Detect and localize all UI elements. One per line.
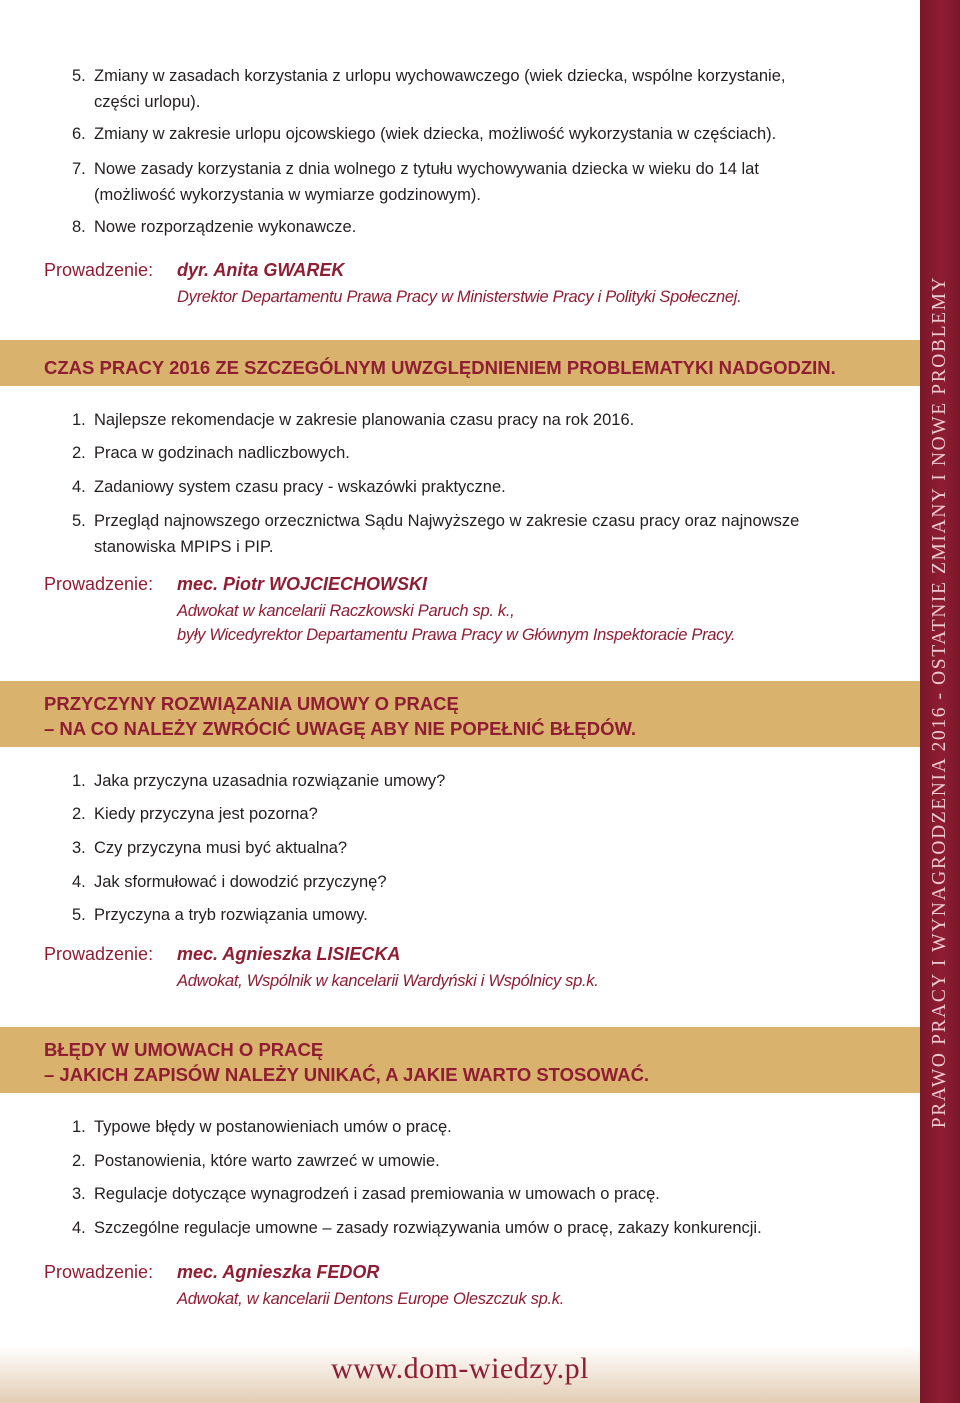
- section-subtitle: – NA CO NALEŻY ZWRÓCIĆ UWAGĘ ABY NIE POPEŁNIĆ BŁĘDÓW.: [44, 718, 637, 739]
- lecturer-description: Adwokat, Wspólnik w kancelarii Wardyński i Wspólnicy sp.k.: [177, 972, 599, 990]
- list-item: 7. Nowe zasady korzystania z dnia wolnego z tytułu wychowywania dziecka w wieku do 14 lat (możliwość wykorzystania w wymiarze godzinowym).: [72, 160, 759, 204]
- list-item: 8. Nowe rozporządzenie wykonawcze.: [72, 218, 357, 236]
- list-item: 1. Typowe błędy w postanowieniach umów o pracę.: [72, 1118, 452, 1136]
- list-item: 1. Jaka przyczyna uzasadnia rozwiązanie umowy?: [72, 772, 446, 790]
- lecturer-description: były Wicedyrektor Departamentu Prawa Pracy w Głównym Inspektoracie Pracy.: [177, 626, 736, 644]
- lecturer-name: mec. Agnieszka FEDOR: [177, 1262, 380, 1282]
- side-banner-text: PRAWO PRACY I WYNAGRODZENIA 2016 - OSTATNIE ZMIANY I NOWE PROBLEMY: [929, 275, 950, 1128]
- section-title: PRZYCZYNY ROZWIĄZANIA UMOWY O PRACĘ: [44, 693, 459, 714]
- list-item: 5. Zmiany w zasadach korzystania z urlopu wychowawczego (wiek dziecka, wspólne korzystanie, części urlopu).: [72, 67, 786, 111]
- list-item: 4. Jak sformułować i dowodzić przyczynę?: [72, 873, 387, 891]
- side-banner: [920, 0, 960, 1403]
- section-subtitle: – JAKICH ZAPISÓW NALEŻY UNIKAĆ, A JAKIE WARTO STOSOWAĆ.: [44, 1064, 650, 1085]
- lecturer-name: mec. Agnieszka LISIECKA: [177, 944, 401, 964]
- lecturer-name: mec. Piotr WOJCIECHOWSKI: [177, 574, 428, 594]
- list-item: 1. Najlepsze rekomendacje w zakresie planowania czasu pracy na rok 2016.: [72, 411, 635, 429]
- lecturer-description: Adwokat, w kancelarii Dentons Europe Oleszczuk sp.k.: [177, 1290, 564, 1308]
- lecturer-label: Prowadzenie:: [44, 944, 154, 964]
- list-item: 3. Regulacje dotyczące wynagrodzeń i zasad premiowania w umowach o pracę.: [72, 1185, 660, 1203]
- list-item: 2. Postanowienia, które warto zawrzeć w umowie.: [72, 1152, 440, 1170]
- section-title: CZAS PRACY 2016 ZE SZCZEGÓLNYM UWZGLĘDNIENIEM PROBLEMATYKI NADGODZIN.: [44, 357, 836, 378]
- lecturer-label: Prowadzenie:: [44, 574, 154, 594]
- list-item: 2. Kiedy przyczyna jest pozorna?: [72, 805, 318, 823]
- list-item: 5. Przegląd najnowszego orzecznictwa Sądu Najwyższego w zakresie czasu pracy oraz najnowsze stanowiska MPIPS i PIP.: [72, 512, 800, 556]
- lecturer-row: [44, 941, 904, 967]
- lecturer-label: Prowadzenie:: [44, 1262, 154, 1282]
- lecturer-description: Dyrektor Departamentu Prawa Pracy w Ministerstwie Pracy i Polityki Społecznej.: [177, 288, 742, 306]
- lecturer-description: Adwokat w kancelarii Raczkowski Paruch sp. k.,: [177, 602, 515, 620]
- lecturer-name: dyr. Anita GWAREK: [177, 260, 345, 280]
- list-item: 6. Zmiany w zakresie urlopu ojcowskiego (wiek dziecka, możliwość wykorzystania w częściach).: [72, 125, 777, 143]
- lecturer-row: [44, 257, 904, 283]
- list-item: 3. Czy przyczyna musi być aktualna?: [72, 839, 348, 857]
- lecturer-row: [44, 571, 904, 597]
- lecturer-row: [44, 1259, 904, 1285]
- list-item: 4. Szczególne regulacje umowne – zasady rozwiązywania umów o pracę, zakazy konkurencji.: [72, 1219, 762, 1237]
- lecturer-label: Prowadzenie:: [44, 260, 154, 280]
- website-link[interactable]: www.dom-wiedzy.pl: [0, 1345, 920, 1403]
- list-item: 5. Przyczyna a tryb rozwiązania umowy.: [72, 906, 368, 924]
- section-title-band: [0, 340, 920, 386]
- section-title: BŁĘDY W UMOWACH O PRACĘ: [44, 1039, 324, 1060]
- section-title-band: [0, 1027, 920, 1093]
- section-title-band: [0, 681, 920, 747]
- list-item: 4. Zadaniowy system czasu pracy - wskazówki praktyczne.: [72, 478, 506, 496]
- list-item: 2. Praca w godzinach nadliczbowych.: [72, 444, 350, 462]
